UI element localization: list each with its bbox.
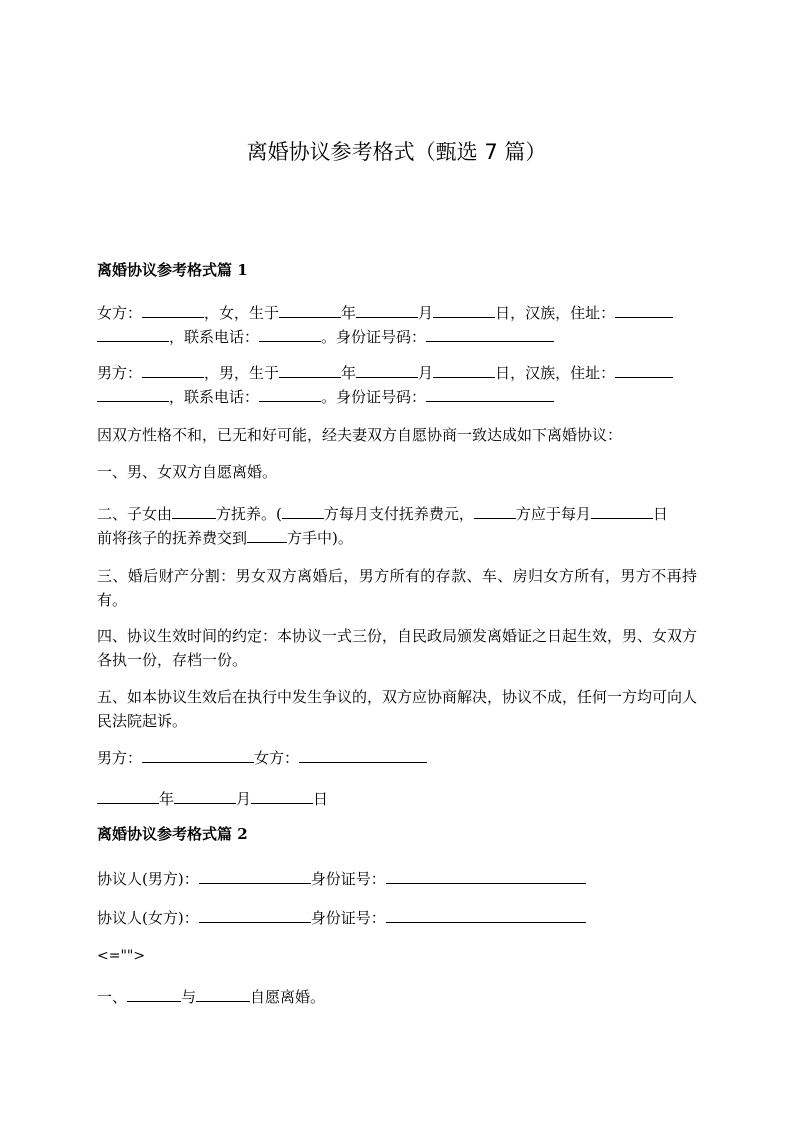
text-fragment: 年 [341, 304, 357, 322]
blank-underline [356, 303, 418, 318]
party-male-line [97, 867, 697, 891]
text-fragment: 协议人(女方)： [97, 909, 199, 927]
text-fragment: 。身份证号码： [321, 328, 427, 346]
female-info-paragraph [97, 301, 697, 349]
clause-2 [97, 502, 697, 550]
text-fragment: 方每月支付抚养费元， [323, 505, 474, 523]
date-line [97, 787, 697, 811]
intro-paragraph: 因双方性格不和，已无和好可能，经夫妻双方自愿协商一致达成如下离婚协议： [97, 426, 623, 444]
blank-underline [474, 504, 516, 519]
blank-underline [199, 908, 311, 923]
signature-line [97, 746, 697, 770]
blank-underline [251, 789, 313, 804]
text-fragment: 年 [159, 790, 175, 808]
blank-underline [279, 363, 341, 378]
text-fragment: 月 [236, 790, 252, 808]
text-fragment: 方抚养。( [216, 505, 282, 523]
text-fragment: ，联系电话： [169, 388, 260, 406]
blank-underline [259, 387, 321, 402]
text-fragment: 方应于每月 [515, 505, 591, 523]
blank-underline [174, 789, 236, 804]
clause-1: 一、男、女双方自愿离婚。 [97, 463, 278, 481]
blank-underline [196, 987, 250, 1002]
blank-underline [433, 303, 495, 318]
blank-underline [142, 303, 204, 318]
blank-underline [127, 987, 181, 1002]
text-fragment: 二、子女由 [97, 505, 173, 523]
text-fragment: 男方： [97, 364, 143, 382]
text-fragment: 日 [313, 790, 329, 808]
text-fragment: 前将孩子的抚养费交到 [97, 529, 248, 547]
text-fragment: 方手中)。 [287, 529, 353, 547]
section-1-heading: 离婚协议参考格式篇 1 [97, 261, 248, 279]
text-fragment: 与 [181, 988, 197, 1006]
blank-underline [279, 303, 341, 318]
blank-underline [615, 363, 673, 378]
text-fragment: 月 [418, 304, 434, 322]
blank-underline [282, 504, 324, 519]
document-title: 离婚协议参考格式（甄选 7 篇） [246, 140, 547, 164]
blank-underline [97, 327, 169, 342]
text-fragment: 协议人(男方)： [97, 870, 199, 888]
clause-3: 三、婚后财产分割：男女双方离婚后，男方所有的存款、车、房归女方所有，男方不再持有。 [97, 567, 697, 609]
blank-underline [615, 303, 673, 318]
text-fragment: ，联系电话： [169, 328, 260, 346]
text-fragment: ，女，生于 [204, 304, 280, 322]
blank-underline [97, 789, 159, 804]
blank-underline [247, 528, 287, 543]
text-fragment: 。身份证号码： [321, 388, 427, 406]
text-fragment: 男方： [97, 749, 143, 767]
blank-underline [142, 363, 204, 378]
text-fragment: 身份证号： [310, 909, 386, 927]
blank-underline [591, 504, 653, 519]
section-2-heading: 离婚协议参考格式篇 2 [97, 825, 248, 843]
blank-underline [386, 869, 586, 884]
male-info-paragraph [97, 361, 697, 409]
blank-underline [172, 504, 216, 519]
text-fragment: 女方： [254, 749, 300, 767]
section-2-clause-1 [97, 985, 697, 1009]
text-fragment: 日，汉族，住址： [495, 364, 616, 382]
blank-underline [259, 327, 321, 342]
blank-underline [426, 387, 554, 402]
blank-underline [199, 869, 311, 884]
blank-underline [426, 327, 554, 342]
party-female-line [97, 906, 697, 930]
blank-underline [299, 748, 427, 763]
text-fragment: 身份证号： [310, 870, 386, 888]
text-fragment: ，男，生于 [204, 364, 280, 382]
blank-underline [386, 908, 586, 923]
text-fragment: 日 [652, 505, 668, 523]
text-fragment: 女方： [97, 304, 143, 322]
stray-markup-text: <=""> [97, 948, 146, 964]
text-fragment: 月 [418, 364, 434, 382]
clause-5: 五、如本协议生效后在执行中发生争议的，双方应协商解决，协议不成，任何一方均可向人民法院起诉。 [97, 688, 698, 730]
clause-4: 四、协议生效时间的约定：本协议一式三份，自民政局颁发离婚证之日起生效，男、女双方各执一份，存档一份。 [97, 627, 698, 669]
blank-underline [356, 363, 418, 378]
text-fragment: 一、 [97, 988, 128, 1006]
text-fragment: 年 [341, 364, 357, 382]
blank-underline [433, 363, 495, 378]
text-fragment: 日，汉族，住址： [495, 304, 616, 322]
text-fragment: 自愿离婚。 [250, 988, 326, 1006]
blank-underline [97, 387, 169, 402]
blank-underline [142, 748, 254, 763]
